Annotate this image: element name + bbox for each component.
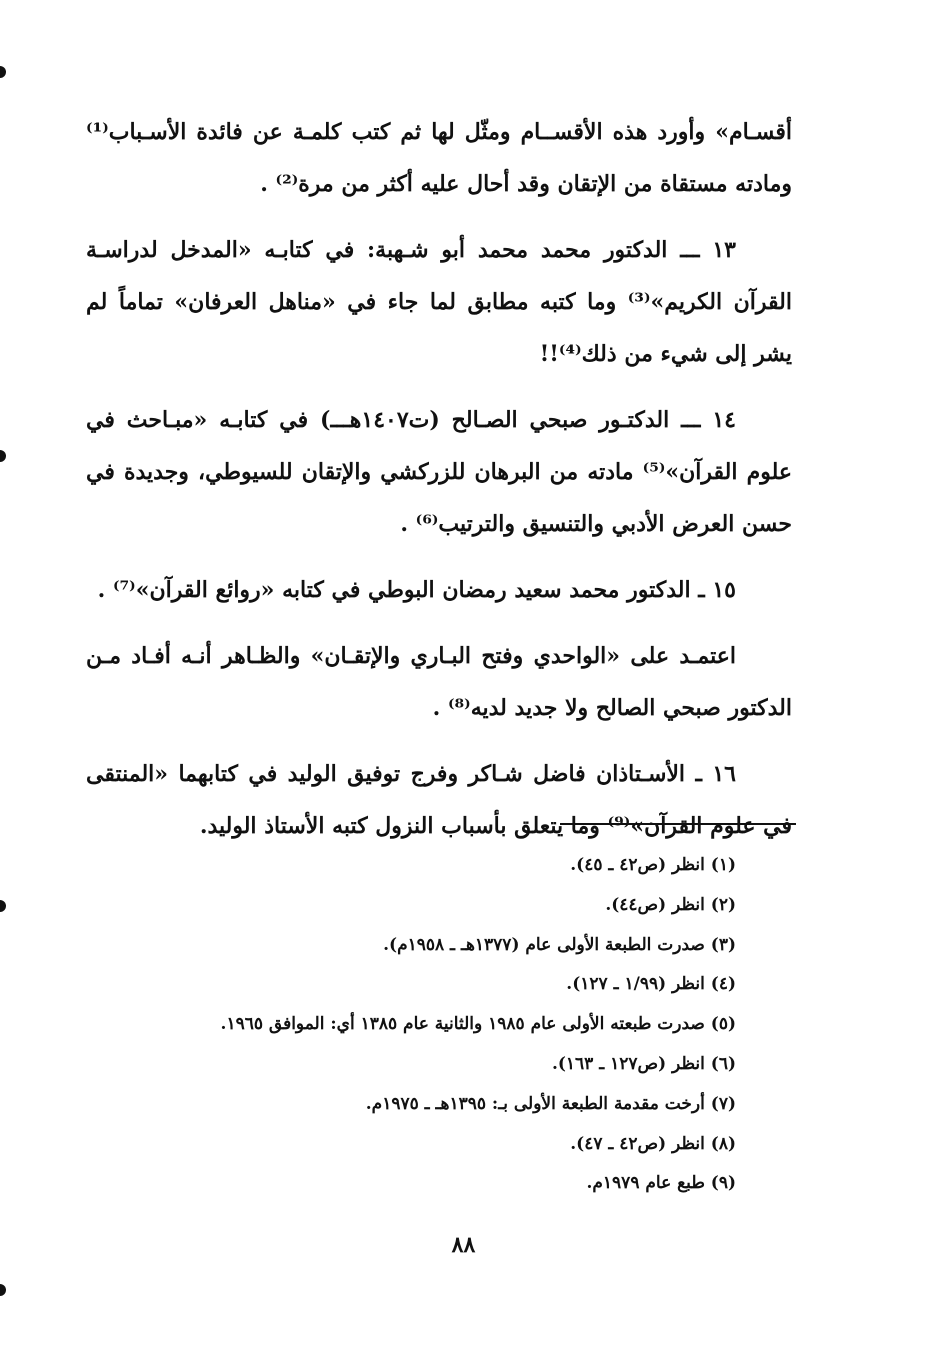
footnote-6: (٦) انظر (ص١٢٧ ـ ١٦٣). (551, 1053, 736, 1074)
footnote-8: (٨) انظر (ص٤٢ ـ ٤٧). (570, 1133, 736, 1154)
paragraph-item-15: ١٥ ـ الدكتور محمد سعيد رمضان البوطي في كتابه «روائع القرآن»⁽⁷⁾ . (97, 577, 736, 603)
footnote-divider (560, 823, 796, 825)
footnote-1: (١) انظر (ص٤٢ ـ ٤٥). (570, 855, 736, 875)
scan-mark (0, 900, 6, 912)
scan-mark (0, 1284, 6, 1296)
scan-mark (0, 450, 6, 462)
footnote-4: (٤) انظر (١/٩٩ ـ ١٢٧). (566, 974, 736, 995)
paragraph-item-15-note: اعتمـد على «الواحدي وفتح البـاري والإتقـان» والظـاهر أنـه أفـاد مـن الدكتور صبحي الصالح ولا جديد لديه⁽⁸⁾ . (86, 643, 792, 721)
footnote-3: (٣) صدرت الطبعة الأولى عام (١٣٧٧هـ ـ ١٩٥٨م). (383, 934, 736, 955)
page-number: ٨٨ (451, 1232, 476, 1258)
scan-mark (0, 66, 6, 78)
paragraph-item-13: ١٣ ـــ الدكتور محمد محمد أبو شـهبة: في كتابـه «المدخل لدراسـة القرآن الكريم»⁽³⁾ وما كتبه مطابق لما جاء في «مناهل العرفان» تماماً لم يشر إلى شيء من ذلك⁽⁴⁾!! (86, 237, 792, 367)
footnote-9: (٩) طبع عام ١٩٧٩م. (586, 1173, 736, 1194)
footnote-2: (٢) انظر (ص٤٤). (605, 894, 736, 915)
paragraph-item-14: ١٤ ـــ الدكتـور صبحي الصـالح (ت١٤٠٧هـــ) في كتابـه «مبـاحث في علوم القرآن»⁽⁵⁾ مادته من البرهان للزركشي والإتقان للسيوطي، وجديدة في حسن العرض الأدبي والتنسيق والترتيب⁽⁶⁾ . (86, 407, 792, 537)
footnotes (150, 846, 736, 1204)
main-text (86, 106, 792, 852)
paragraph-item-16: ١٦ ـ الأسـتاذان فاضل شـاكر وفرج توفيق الوليد في كتابهما «المنتقى في علوم القرآن»⁽⁹⁾ وما يتعلق بأسباب النزول كتبه الأستاذ الوليد. (86, 761, 792, 839)
footnote-5: (٥) صدرت طبعته الأولى عام ١٩٨٥ والثانية عام ١٣٨٥ أي: الموافق ١٩٦٥. (220, 1014, 736, 1035)
paragraph-continuation: أقسـام» وأورد هذه الأقســام ومثّل لها ثم كتب كلمـة عن فائدة الأسـباب⁽¹⁾ ومادته مستقاة من الإتقان وقد أحال عليه أكثر من مرة⁽²⁾ . (86, 119, 792, 197)
footnote-7: (٧) أرخت مقدمة الطبعة الأولى بـ: ١٣٩٥هـ ـ ١٩٧٥م. (365, 1093, 736, 1114)
